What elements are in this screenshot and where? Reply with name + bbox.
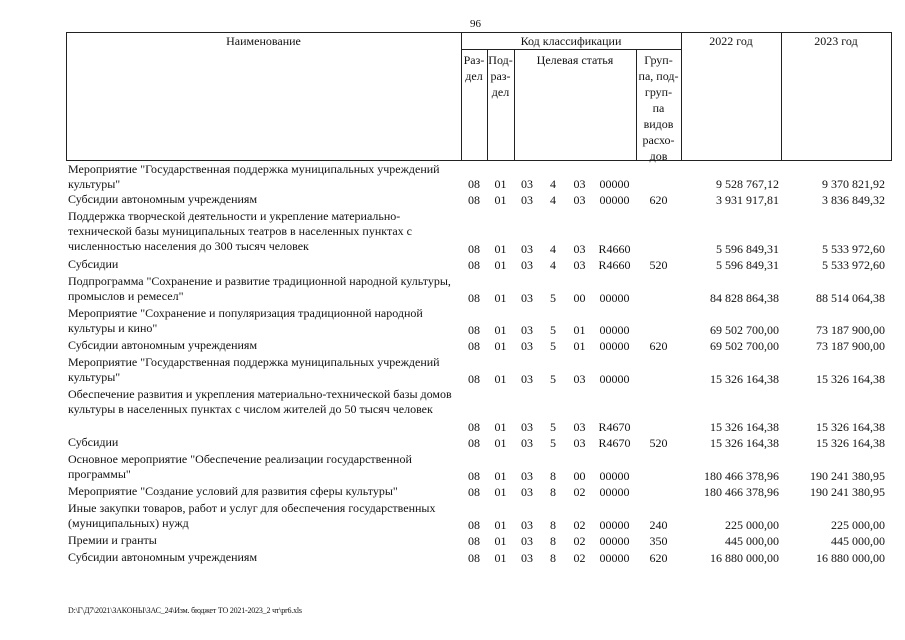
- amount-2023: 73 187 900,00: [816, 323, 885, 337]
- code-t3: 03: [573, 420, 586, 434]
- code-v: 620: [649, 551, 668, 565]
- code-t4: 00000: [599, 518, 630, 532]
- table-row: [0, 192, 905, 209]
- table-row: [0, 533, 905, 550]
- table-row: [0, 387, 905, 435]
- amount-2022: 5 596 849,31: [716, 242, 779, 256]
- row-name: Подпрограмма "Сохранение и развитие традиционной народной культуры, промыслов и ремесел": [68, 274, 451, 303]
- code-r: 08: [468, 534, 480, 548]
- code-t2: 8: [550, 469, 556, 483]
- code-t1: 03: [521, 485, 533, 499]
- code-p: 01: [494, 258, 507, 272]
- code-t4: 00000: [599, 485, 630, 499]
- code-t3: 03: [573, 258, 586, 272]
- code-t4: 00000: [599, 534, 630, 548]
- code-t1: 03: [521, 258, 533, 272]
- code-t2: 5: [550, 436, 556, 450]
- code-t2: 8: [550, 485, 556, 499]
- footer-file-path: D:\Г\Д7\2021\ЗАКОНЫ\ЗАС_24\Изм. бюджет ТО 2021-2023_2 чт\pr6.xls: [68, 606, 302, 615]
- code-t3: 03: [573, 372, 586, 386]
- code-p: 01: [494, 551, 507, 565]
- code-r: 08: [468, 551, 480, 565]
- code-t1: 03: [521, 518, 533, 532]
- code-t4: R4660: [598, 258, 631, 272]
- amount-2022: 3 931 917,81: [716, 193, 779, 207]
- code-r: 08: [468, 420, 480, 434]
- code-p: 01: [494, 339, 507, 353]
- code-t1: 03: [521, 420, 533, 434]
- code-t2: 8: [550, 518, 556, 532]
- amount-2023: 190 241 380,95: [810, 485, 885, 499]
- code-r: 08: [468, 193, 480, 207]
- amount-2023: 88 514 064,38: [816, 291, 885, 305]
- code-t3: 00: [573, 469, 586, 483]
- code-p: 01: [494, 242, 507, 256]
- table-row: [0, 435, 905, 452]
- code-t1: 03: [521, 551, 533, 565]
- code-t2: 5: [550, 339, 556, 353]
- code-r: 08: [468, 372, 480, 386]
- code-t3: 03: [573, 177, 586, 191]
- header-bottom-rule: [66, 160, 892, 161]
- code-t4: 00000: [599, 291, 630, 305]
- code-t2: 4: [550, 177, 556, 191]
- code-t3: 03: [573, 436, 586, 450]
- table-row: [0, 355, 905, 387]
- row-name: Основное мероприятие "Обеспечение реализации государственной программы": [68, 452, 412, 481]
- amount-2022: 15 326 164,38: [710, 436, 779, 450]
- code-r: 08: [468, 518, 480, 532]
- code-p: 01: [494, 323, 507, 337]
- amount-2022: 445 000,00: [725, 534, 779, 548]
- table-row: [0, 501, 905, 533]
- table-row: [0, 209, 905, 257]
- code-t2: 4: [550, 193, 556, 207]
- code-t4: 00000: [599, 469, 630, 483]
- code-t3: 02: [573, 534, 586, 548]
- code-r: 08: [468, 323, 480, 337]
- code-p: 01: [494, 436, 507, 450]
- row-name: Мероприятие "Государственная поддержка муниципальных учреждений культуры": [68, 355, 440, 384]
- amount-2022: 69 502 700,00: [710, 339, 779, 353]
- header-border: [681, 32, 682, 161]
- table-row: [0, 338, 905, 355]
- table-row: [0, 274, 905, 306]
- amount-2022: 180 466 378,96: [704, 469, 779, 483]
- amount-2023: 16 880 000,00: [816, 551, 885, 565]
- code-t4: 00000: [599, 177, 630, 191]
- table-row: [0, 484, 905, 501]
- code-v: 350: [649, 534, 668, 548]
- amount-2022: 15 326 164,38: [710, 420, 779, 434]
- code-t3: 02: [573, 485, 586, 499]
- code-p: 01: [494, 177, 507, 191]
- row-name: Иные закупки товаров, работ и услуг для обеспечения государственных (муниципальных) нужд: [68, 501, 436, 530]
- code-t1: 03: [521, 469, 533, 483]
- amount-2022: 9 528 767,12: [716, 177, 779, 191]
- code-t2: 4: [550, 242, 556, 256]
- amount-2023: 3 836 849,32: [822, 193, 885, 207]
- row-name: Премии и гранты: [68, 533, 157, 547]
- code-p: 01: [494, 469, 507, 483]
- code-p: 01: [494, 193, 507, 207]
- amount-2023: 225 000,00: [831, 518, 885, 532]
- code-t3: 02: [573, 551, 586, 565]
- code-t1: 03: [521, 339, 533, 353]
- header-border: [891, 32, 892, 161]
- code-r: 08: [468, 339, 480, 353]
- amount-2022: 69 502 700,00: [710, 323, 779, 337]
- code-p: 01: [494, 485, 507, 499]
- header-subsection: Под- раз- дел: [488, 53, 513, 99]
- code-t2: 5: [550, 323, 556, 337]
- code-p: 01: [494, 534, 507, 548]
- code-p: 01: [494, 420, 507, 434]
- header-border: [781, 32, 782, 161]
- header-classification: Код классификации: [520, 34, 622, 48]
- row-name: Субсидии автономным учреждениям: [68, 192, 258, 206]
- header-name: Наименование: [226, 34, 301, 48]
- amount-2023: 15 326 164,38: [816, 420, 885, 434]
- code-r: 08: [468, 242, 480, 256]
- row-name: Поддержка творческой деятельности и укрепление материально-технической базы муниципальных театров в населенных пунктах с численностью населения до 300 тысяч человек: [68, 209, 412, 253]
- page-number: 96: [470, 18, 481, 30]
- code-p: 01: [494, 518, 507, 532]
- classification-rule: [461, 49, 681, 50]
- code-p: 01: [494, 291, 507, 305]
- amount-2023: 15 326 164,38: [816, 372, 885, 386]
- row-name: Мероприятие "Сохранение и популяризация традиционной народной культуры и кино": [68, 306, 423, 335]
- table-row: [0, 257, 905, 274]
- code-v: 240: [649, 518, 668, 532]
- code-t2: 5: [550, 291, 556, 305]
- code-t1: 03: [521, 242, 533, 256]
- amount-2023: 9 370 821,92: [822, 177, 885, 191]
- amount-2023: 15 326 164,38: [816, 436, 885, 450]
- code-t3: 03: [573, 242, 586, 256]
- code-t1: 03: [521, 177, 533, 191]
- code-t1: 03: [521, 372, 533, 386]
- code-t4: 00000: [599, 323, 630, 337]
- amount-2023: 445 000,00: [831, 534, 885, 548]
- code-r: 08: [468, 436, 480, 450]
- row-name: Субсидии: [68, 257, 119, 271]
- amount-2022: 5 596 849,31: [716, 258, 779, 272]
- code-t4: 00000: [599, 339, 630, 353]
- amount-2022: 16 880 000,00: [710, 551, 779, 565]
- amount-2022: 15 326 164,38: [710, 372, 779, 386]
- code-r: 08: [468, 469, 480, 483]
- code-t1: 03: [521, 436, 533, 450]
- code-v: 620: [649, 339, 668, 353]
- code-v: 620: [649, 193, 668, 207]
- row-name: Субсидии автономным учреждениям: [68, 338, 258, 352]
- amount-2022: 225 000,00: [725, 518, 779, 532]
- code-t1: 03: [521, 291, 533, 305]
- header-top-rule: [66, 32, 892, 33]
- amount-2023: 5 533 972,60: [822, 258, 885, 272]
- code-t2: 4: [550, 258, 556, 272]
- header-border: [66, 32, 67, 161]
- code-t1: 03: [521, 323, 533, 337]
- code-t4: 00000: [599, 551, 630, 565]
- header-expense-group: Груп- па, под- груп- па видов расхо- дов: [638, 53, 679, 163]
- row-name: Мероприятие "Государственная поддержка муниципальных учреждений культуры": [68, 162, 440, 191]
- row-name: Мероприятие "Создание условий для развития сферы культуры": [68, 484, 398, 498]
- header-target-article: Целевая статья: [536, 53, 614, 67]
- code-r: 08: [468, 291, 480, 305]
- code-t4: R4670: [598, 436, 631, 450]
- header-year-2022: 2022 год: [709, 34, 753, 48]
- row-name: Субсидии автономным учреждениям: [68, 550, 258, 564]
- row-name: Обеспечение развития и укрепления материально-технической базы домов культуры в населенных пунктах с числом жителей до 50 тысяч человек: [68, 387, 452, 416]
- header-section: Раз- дел: [463, 53, 485, 83]
- code-t2: 8: [550, 534, 556, 548]
- amount-2022: 180 466 378,96: [704, 485, 779, 499]
- code-t4: R4660: [598, 242, 631, 256]
- code-t4: 00000: [599, 193, 630, 207]
- amount-2022: 84 828 864,38: [710, 291, 779, 305]
- code-t2: 5: [550, 420, 556, 434]
- code-p: 01: [494, 372, 507, 386]
- code-t3: 01: [573, 339, 586, 353]
- code-t3: 03: [573, 193, 586, 207]
- code-t2: 8: [550, 551, 556, 565]
- code-t4: R4670: [598, 420, 631, 434]
- amount-2023: 190 241 380,95: [810, 469, 885, 483]
- code-t2: 5: [550, 372, 556, 386]
- amount-2023: 73 187 900,00: [816, 339, 885, 353]
- table-row: [0, 162, 905, 192]
- table-row: [0, 452, 905, 484]
- table-row: [0, 306, 905, 338]
- code-r: 08: [468, 485, 480, 499]
- code-t1: 03: [521, 193, 533, 207]
- code-t4: 00000: [599, 372, 630, 386]
- row-name: Субсидии: [68, 435, 119, 449]
- code-t1: 03: [521, 534, 533, 548]
- code-r: 08: [468, 177, 480, 191]
- header-year-2023: 2023 год: [814, 34, 858, 48]
- code-r: 08: [468, 258, 480, 272]
- code-t3: 02: [573, 518, 586, 532]
- table-row: [0, 550, 905, 567]
- code-v: 520: [649, 436, 668, 450]
- code-t3: 00: [573, 291, 586, 305]
- code-v: 520: [649, 258, 668, 272]
- amount-2023: 5 533 972,60: [822, 242, 885, 256]
- code-t3: 01: [573, 323, 586, 337]
